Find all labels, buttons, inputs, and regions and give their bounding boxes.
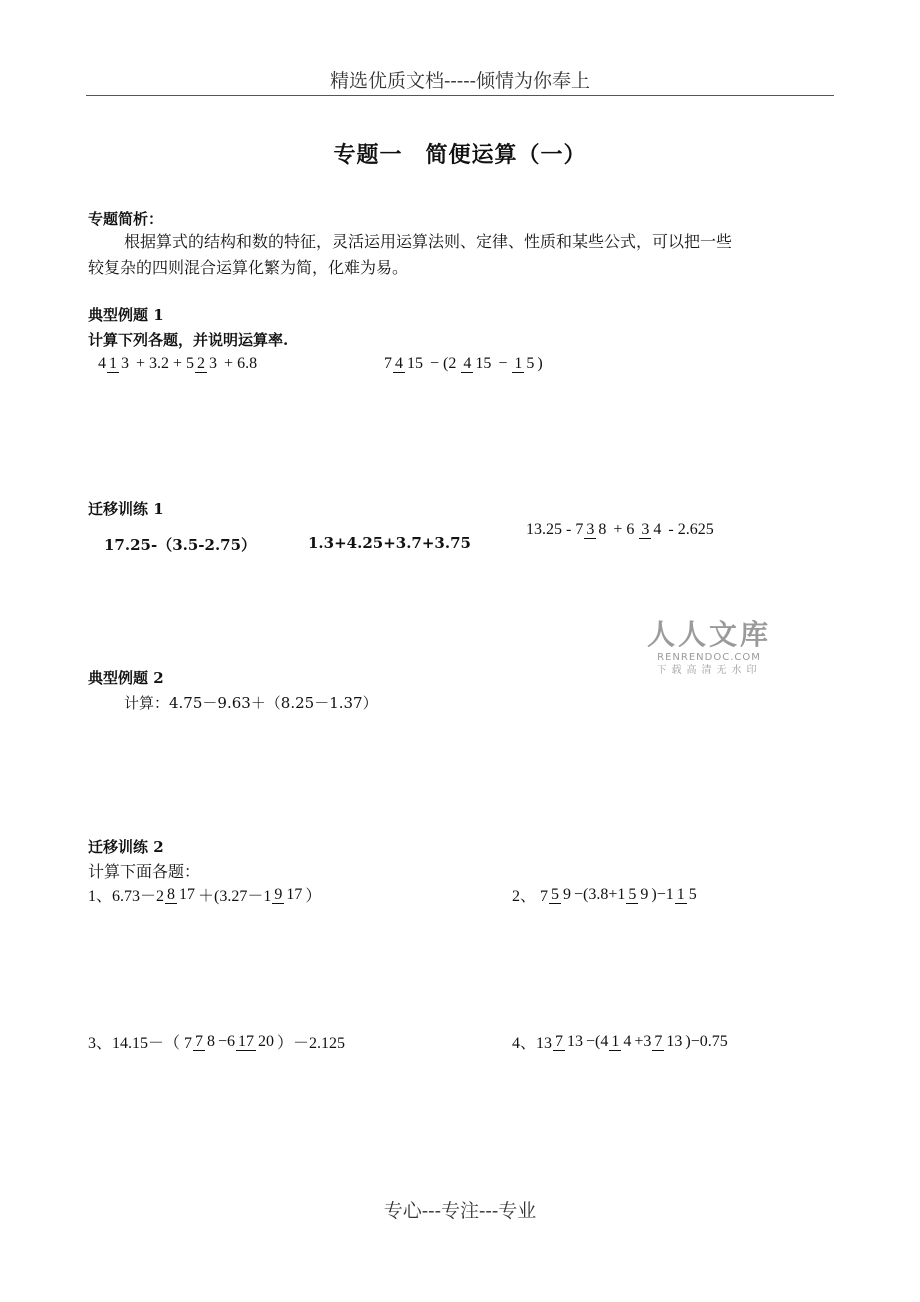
- denominator: 8: [598, 521, 607, 538]
- expr-operator: − (2: [430, 355, 457, 372]
- numerator: 3: [641, 521, 650, 538]
- expr-operator: + 6: [613, 521, 635, 538]
- numerator: 9: [274, 885, 283, 903]
- expr-tail: + 6.8: [224, 355, 258, 372]
- intro-body-line1: 根据算式的结构和数的特征，灵活运用运算法则、定律、性质和某些公式，可以把一些: [124, 232, 733, 251]
- fraction: [512, 355, 536, 373]
- numerator: 1: [514, 355, 523, 372]
- denominator: 13: [567, 1032, 584, 1050]
- practice1-item-2: 1.3+4.25+3.7+3.75: [308, 534, 471, 552]
- example1-expression-1: [98, 355, 261, 373]
- fraction: [553, 1033, 585, 1051]
- expr-operator: −6: [218, 1032, 236, 1050]
- numerator: 4: [463, 355, 472, 372]
- numerator: 4: [395, 355, 403, 372]
- numerator: 1: [611, 1032, 620, 1050]
- header-divider: [86, 95, 834, 96]
- numerator: 7: [555, 1032, 564, 1050]
- expr-lead: 4、13: [512, 1035, 553, 1052]
- numerator: 3: [586, 521, 595, 538]
- expr-lead: 1、6.73－2: [88, 888, 165, 905]
- example2-body: 计算：4.75－9.63＋（8.25－1.37）: [124, 694, 378, 712]
- expr-tail: ）－2.125: [277, 1035, 346, 1052]
- denominator: 3: [121, 355, 129, 372]
- expr-operator: −(3.8+1: [574, 885, 626, 903]
- numerator: 5: [628, 885, 637, 903]
- watermark-brand: 人人文库: [646, 618, 771, 651]
- fraction: [272, 886, 304, 904]
- practice2-question-4: [512, 1030, 728, 1053]
- denominator: 20: [258, 1032, 275, 1050]
- expr-whole: 4: [98, 355, 106, 372]
- practice2-question-1: [88, 883, 321, 906]
- fraction: [165, 886, 197, 904]
- fraction: [461, 355, 493, 373]
- expr-lead: 3、14.15－（ 7: [88, 1035, 193, 1052]
- expr-whole: 7: [384, 355, 392, 372]
- numerator: 1: [109, 355, 117, 372]
- denominator: 5: [688, 885, 697, 903]
- watermark-logo: [646, 618, 772, 678]
- numerator: 17: [238, 1032, 255, 1050]
- fraction: [393, 355, 425, 373]
- numerator: 1: [676, 885, 685, 903]
- fraction: [675, 886, 699, 904]
- example1-prompt: 计算下列各题，并说明运算率.: [88, 331, 289, 349]
- fraction: [549, 886, 573, 904]
- denominator: 8: [207, 1032, 216, 1050]
- practice2-question-2: [512, 883, 700, 906]
- expr-tail: ): [537, 355, 543, 372]
- fraction: [639, 521, 663, 539]
- fraction: [609, 1033, 633, 1051]
- expr-operator: + 3.2 +: [136, 355, 183, 372]
- fraction: [107, 355, 131, 373]
- expr-operator: −(4: [586, 1032, 609, 1050]
- denominator: 9: [563, 885, 572, 903]
- numerator: 7: [195, 1032, 204, 1050]
- watermark-url: RENRENDOC.COM: [657, 652, 761, 663]
- denominator: 17: [286, 885, 303, 903]
- denominator: 4: [653, 521, 662, 538]
- watermark-tagline: 下载高清无水印: [656, 665, 762, 676]
- fraction: [584, 521, 608, 539]
- numerator: 7: [654, 1032, 663, 1050]
- page-footer: 专心---专注---专业: [383, 1200, 537, 1222]
- expr-lead: 13.25 - 7: [526, 521, 584, 538]
- expr-tail: ）: [305, 888, 322, 905]
- fraction: [193, 1033, 217, 1051]
- practice1-item-1: 17.25-（3.5-2.75）: [104, 536, 257, 554]
- denominator: 13: [666, 1032, 683, 1050]
- numerator: 8: [167, 885, 176, 903]
- denominator: 5: [526, 355, 535, 372]
- intro-body-line2: 较复杂的四则混合运算化繁为简，化难为易。: [88, 258, 409, 277]
- expr-tail: )−0.75: [685, 1032, 728, 1050]
- practice2-prompt: 计算下面各题：: [88, 862, 201, 881]
- page-header: 精选优质文档-----倾情为你奉上: [329, 70, 591, 92]
- expr-lead: 2、 7: [512, 888, 549, 905]
- expr-operator: )−1: [651, 885, 674, 903]
- fraction: [195, 355, 219, 373]
- expr-operator: ＋(3.27－1: [198, 888, 272, 905]
- example1-expression-2: [384, 355, 543, 373]
- denominator: 3: [209, 355, 218, 372]
- intro-heading: 专题简析：: [88, 210, 164, 228]
- expr-tail: - 2.625: [668, 521, 714, 538]
- page-title: 专题一 简便运算（一）: [333, 142, 587, 168]
- fraction: [626, 886, 650, 904]
- practice2-heading: 迁移训练 2: [88, 838, 164, 856]
- practice1-heading: 迁移训练 1: [88, 500, 164, 518]
- denominator: 17: [179, 885, 196, 903]
- expr-whole: 5: [186, 355, 195, 372]
- fraction: [236, 1033, 276, 1051]
- example1-heading: 典型例题 1: [88, 306, 164, 324]
- denominator: 15: [407, 355, 423, 372]
- numerator: 5: [551, 885, 560, 903]
- denominator: 9: [640, 885, 649, 903]
- practice1-item-3: [526, 521, 718, 539]
- numerator: 2: [197, 355, 206, 372]
- practice2-question-3: [88, 1030, 345, 1053]
- expr-operator: +3: [634, 1032, 652, 1050]
- expr-operator: −: [498, 355, 508, 372]
- denominator: 15: [475, 355, 492, 372]
- example2-heading: 典型例题 2: [88, 669, 164, 687]
- fraction: [652, 1033, 684, 1051]
- denominator: 4: [623, 1032, 632, 1050]
